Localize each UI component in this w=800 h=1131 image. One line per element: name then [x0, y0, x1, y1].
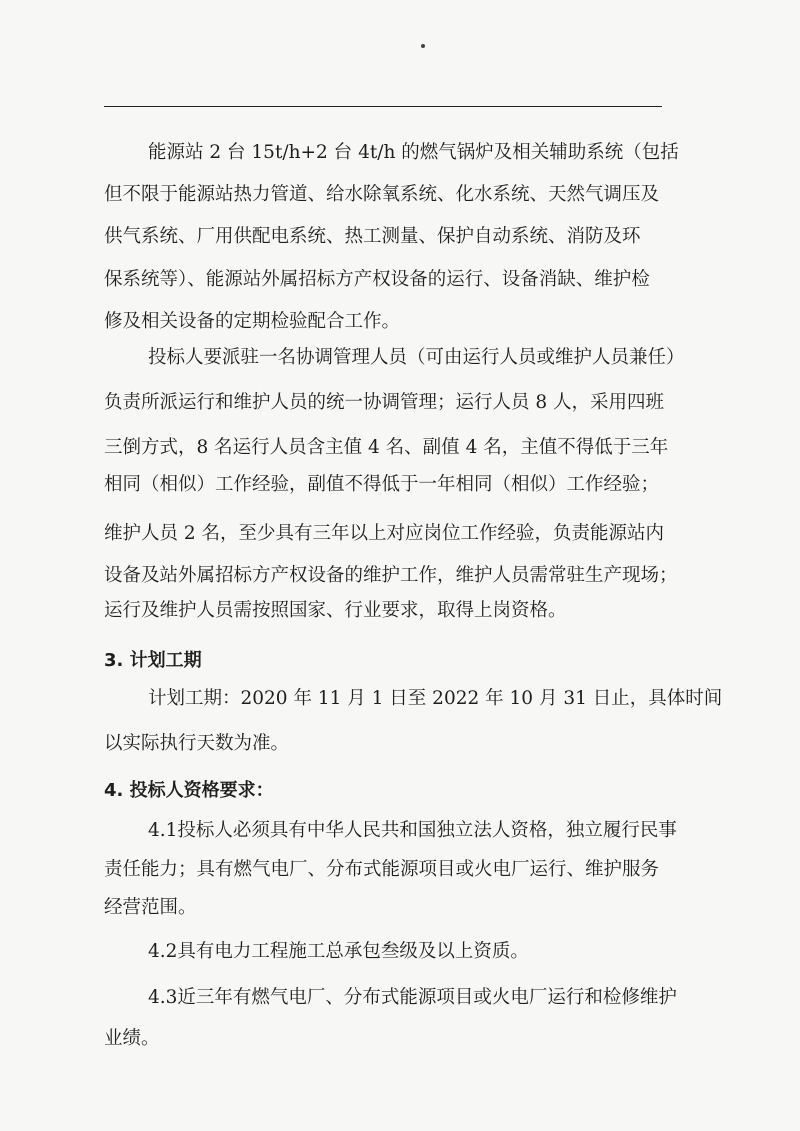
text-line: 4.1投标人必须具有中华人民共和国独立法人资格，独立履行民事	[148, 820, 677, 841]
text-line: 以实际执行天数为准。	[104, 733, 290, 754]
header-rule	[104, 106, 662, 107]
section-heading: 4. 投标人资格要求：	[104, 780, 274, 801]
text-line: 供气系统、厂用供配电系统、热工测量、保护自动系统、消防及环	[104, 226, 641, 247]
section-heading: 3. 计划工期	[104, 650, 202, 671]
text-line: 经营范围。	[104, 897, 197, 918]
text-line: 负责所派运行和维护人员的统一协调管理；运行人员 8 人，采用四班	[104, 392, 665, 413]
text-line: 4.3近三年有燃气电厂、分布式能源项目或火电厂运行和检修维护	[148, 987, 677, 1008]
text-line: 维护人员 2 名，至少具有三年以上对应岗位工作经验，负责能源站内	[104, 523, 665, 544]
text-line: 修及相关设备的定期检验配合工作。	[104, 311, 401, 332]
text-line: 4.2具有电力工程施工总承包叁级及以上资质。	[148, 941, 529, 962]
text-line: 投标人要派驻一名协调管理人员（可由运行人员或维护人员兼任）	[148, 347, 685, 368]
text-line: 相同（相似）工作经验，副值不得低于一年相同（相似）工作经验；	[104, 474, 660, 495]
text-line: 计划工期：2020 年 11 月 1 日至 2022 年 10 月 31 日止，具体时间	[148, 688, 723, 709]
text-line: 能源站 2 台 15t/h+2 台 4t/h 的燃气锅炉及相关辅助系统（包括	[148, 142, 679, 163]
text-line: 设备及站外属招标方产权设备的维护工作，维护人员需常驻生产现场；	[104, 565, 678, 586]
text-line: 责任能力；具有燃气电厂、分布式能源项目或火电厂运行、维护服务	[104, 859, 660, 880]
text-line: 但不限于能源站热力管道、给水除氧系统、化水系统、天然气调压及	[104, 184, 660, 205]
scan-dot	[421, 44, 425, 48]
text-line: 保系统等）、能源站外属招标方产权设备的运行、设备消缺、维护检	[104, 269, 650, 290]
text-line: 三倒方式，8 名运行人员含主值 4 名、副值 4 名，主值不得低于三年	[104, 437, 669, 458]
text-line: 运行及维护人员需按照国家、行业要求，取得上岗资格。	[104, 600, 567, 621]
text-line: 业绩。	[104, 1028, 160, 1049]
